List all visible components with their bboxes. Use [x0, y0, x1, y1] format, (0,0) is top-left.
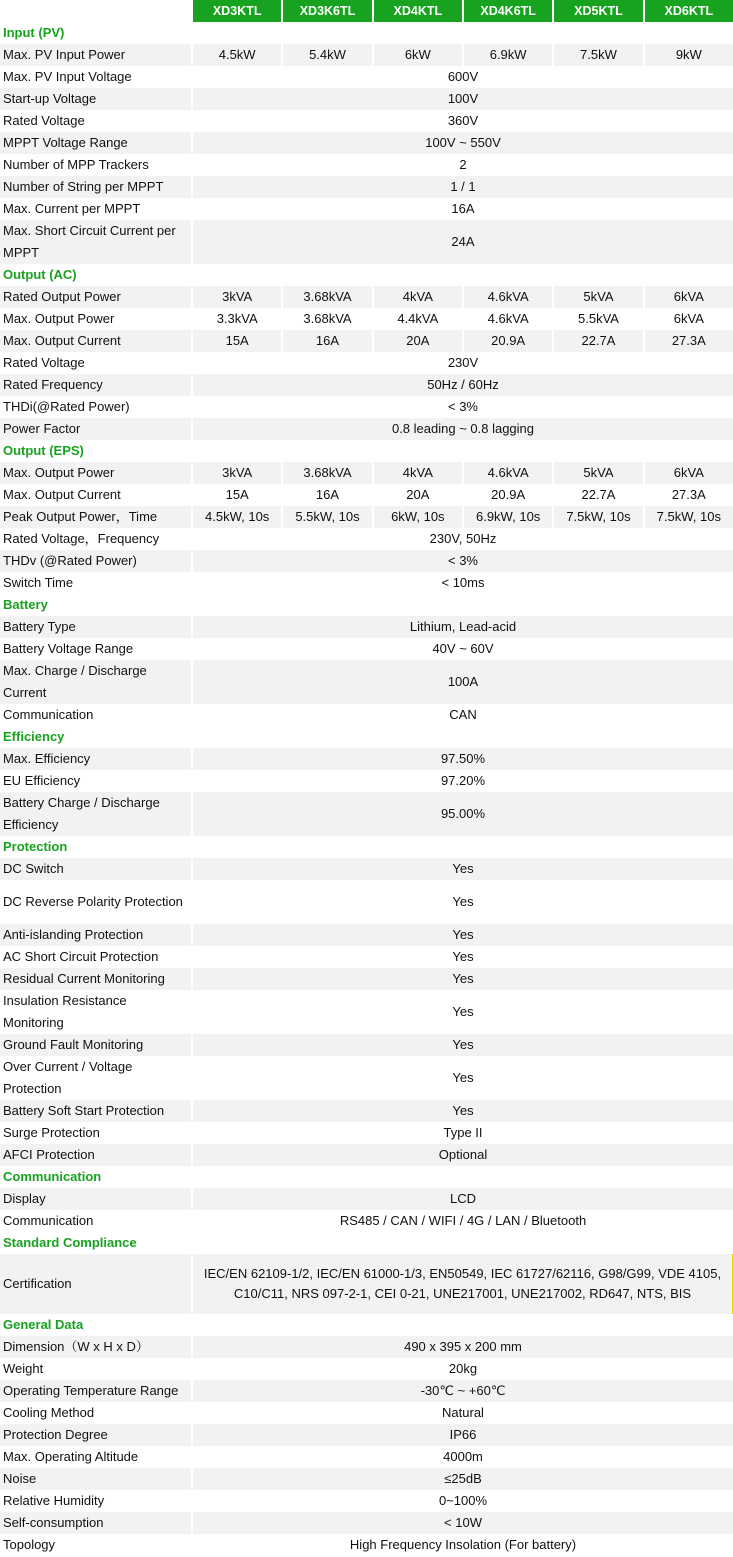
spec-row — [0, 1468, 733, 1490]
section-title: Protection — [0, 836, 733, 858]
spec-row — [0, 1188, 733, 1210]
spec-value: 3kVA — [191, 462, 281, 484]
spec-value: 5.4kW — [281, 44, 371, 66]
spec-value: 4.4kVA — [372, 308, 462, 330]
model-header: XD5KTL — [552, 0, 642, 22]
section-title: Input (PV) — [0, 22, 733, 44]
spec-value: 4000m — [191, 1446, 733, 1468]
model-header: XD4K6TL — [462, 0, 552, 22]
spec-label: DC Switch — [0, 858, 191, 880]
spec-value: < 3% — [191, 550, 733, 572]
spec-value: IEC/EN 62109-1/2, IEC/EN 61000-1/3, EN50549, IEC 61727/62116, G98/G99, VDE 4105, C10/C11, NRS 097-2-1, CEI 0-21, UNE217001, UNE217002, RD647, NTS, BIS — [191, 1254, 733, 1314]
spec-row — [0, 1210, 733, 1232]
spec-row — [0, 352, 733, 374]
spec-value: Lithium, Lead-acid — [191, 616, 733, 638]
spec-value: 16A — [191, 198, 733, 220]
section-header-row — [0, 440, 733, 462]
spec-label: Rated Voltage — [0, 110, 191, 132]
spec-label: Max. Efficiency — [0, 748, 191, 770]
spec-value: 40V ~ 60V — [191, 638, 733, 660]
spec-row — [0, 704, 733, 726]
spec-value: 4.6kVA — [462, 462, 552, 484]
spec-value: 100V ~ 550V — [191, 132, 733, 154]
spec-label: Start-up Voltage — [0, 88, 191, 110]
spec-value: Optional — [191, 1144, 733, 1166]
spec-row — [0, 286, 733, 308]
spec-value: Yes — [191, 990, 733, 1034]
spec-value: Natural — [191, 1402, 733, 1424]
spec-label: Rated Voltage — [0, 352, 191, 374]
spec-value: 20.9A — [462, 484, 552, 506]
spec-row — [0, 198, 733, 220]
spec-value: 3kVA — [191, 286, 281, 308]
spec-label: Topology — [0, 1534, 191, 1556]
spec-value: 97.20% — [191, 770, 733, 792]
spec-value: 15A — [191, 330, 281, 352]
model-header: XD4KTL — [372, 0, 462, 22]
section-title: Efficiency — [0, 726, 733, 748]
spec-row — [0, 506, 733, 528]
model-header: XD6KTL — [643, 0, 733, 22]
spec-label: Peak Output Power，Time — [0, 506, 191, 528]
spec-value: Yes — [191, 1100, 733, 1122]
spec-value: 22.7A — [552, 484, 642, 506]
spec-value: 20A — [372, 484, 462, 506]
spec-label: Battery Voltage Range — [0, 638, 191, 660]
spec-value: Yes — [191, 924, 733, 946]
spec-label: Certification — [0, 1254, 191, 1314]
spec-value: 7.5kW — [552, 44, 642, 66]
spec-row — [0, 1380, 733, 1402]
spec-value: 15A — [191, 484, 281, 506]
spec-row — [0, 968, 733, 990]
section-header-row — [0, 594, 733, 616]
spec-row — [0, 924, 733, 946]
spec-value: 3.68kVA — [281, 308, 371, 330]
spec-value: Yes — [191, 946, 733, 968]
spec-value: 4.6kVA — [462, 286, 552, 308]
spec-row — [0, 1424, 733, 1446]
spec-row — [0, 770, 733, 792]
spec-value: 6kVA — [643, 308, 733, 330]
spec-label: Dimension（W x H x D） — [0, 1336, 191, 1358]
spec-row — [0, 418, 733, 440]
spec-value: Type II — [191, 1122, 733, 1144]
spec-label: Rated Voltage，Frequency — [0, 528, 191, 550]
spec-label: Max. Charge / Discharge Current — [0, 660, 191, 704]
spec-label: Surge Protection — [0, 1122, 191, 1144]
spec-label: Max. Output Current — [0, 484, 191, 506]
section-title: Output (EPS) — [0, 440, 733, 462]
section-title: Output (AC) — [0, 264, 733, 286]
spec-value: Yes — [191, 968, 733, 990]
spec-value: 4.6kVA — [462, 308, 552, 330]
spec-label: Max. PV Input Power — [0, 44, 191, 66]
spec-value: 5kVA — [552, 286, 642, 308]
spec-row — [0, 1358, 733, 1380]
spec-row — [0, 1402, 733, 1424]
spec-value: < 3% — [191, 396, 733, 418]
spec-value: 3.3kVA — [191, 308, 281, 330]
spec-value: 24A — [191, 220, 733, 264]
spec-label: AFCI Protection — [0, 1144, 191, 1166]
spec-row — [0, 220, 733, 264]
spec-value: 2 — [191, 154, 733, 176]
spec-label: Residual Current Monitoring — [0, 968, 191, 990]
spec-body — [0, 22, 733, 1556]
spec-row — [0, 484, 733, 506]
model-header-row — [0, 0, 733, 22]
spec-label: Ground Fault Monitoring — [0, 1034, 191, 1056]
spec-value: 27.3A — [643, 330, 733, 352]
spec-label: Rated Frequency — [0, 374, 191, 396]
section-header-row — [0, 1314, 733, 1336]
spec-label: Noise — [0, 1468, 191, 1490]
spec-value: 0.8 leading ~ 0.8 lagging — [191, 418, 733, 440]
spec-label: Battery Soft Start Protection — [0, 1100, 191, 1122]
spec-value: 230V — [191, 352, 733, 374]
spec-label: THDi(@Rated Power) — [0, 396, 191, 418]
spec-row — [0, 132, 733, 154]
spec-value: 6kVA — [643, 462, 733, 484]
spec-value: RS485 / CAN / WIFI / 4G / LAN / Bluetooth — [191, 1210, 733, 1232]
spec-row — [0, 66, 733, 88]
section-header-row — [0, 1232, 733, 1254]
spec-row — [0, 176, 733, 198]
spec-value: 4kVA — [372, 286, 462, 308]
spec-label: Relative Humidity — [0, 1490, 191, 1512]
spec-value: Yes — [191, 880, 733, 924]
spec-value: 20A — [372, 330, 462, 352]
spec-label: Number of String per MPPT — [0, 176, 191, 198]
spec-label: Operating Temperature Range — [0, 1380, 191, 1402]
spec-value: 7.5kW, 10s — [643, 506, 733, 528]
spec-row — [0, 154, 733, 176]
spec-row — [0, 88, 733, 110]
spec-label: Self-consumption — [0, 1512, 191, 1534]
model-header: XD3KTL — [191, 0, 281, 22]
spec-value: 6.9kW, 10s — [462, 506, 552, 528]
section-header-row — [0, 22, 733, 44]
spec-value: 1 / 1 — [191, 176, 733, 198]
section-title: Battery — [0, 594, 733, 616]
spec-value: CAN — [191, 704, 733, 726]
spec-value: 16A — [281, 484, 371, 506]
spec-value: 6.9kW — [462, 44, 552, 66]
spec-label: MPPT Voltage Range — [0, 132, 191, 154]
section-title: Standard Compliance — [0, 1232, 733, 1254]
spec-value: 360V — [191, 110, 733, 132]
spec-label: Max. Output Power — [0, 308, 191, 330]
spec-label: DC Reverse Polarity Protection — [0, 880, 191, 924]
spec-row — [0, 1100, 733, 1122]
spec-label: Number of MPP Trackers — [0, 154, 191, 176]
spec-label: Communication — [0, 1210, 191, 1232]
spec-row — [0, 946, 733, 968]
spec-row — [0, 1144, 733, 1166]
spec-row — [0, 638, 733, 660]
spec-label: Protection Degree — [0, 1424, 191, 1446]
spec-value: 6kVA — [643, 286, 733, 308]
spec-label: Max. Output Current — [0, 330, 191, 352]
section-header-row — [0, 264, 733, 286]
spec-row — [0, 858, 733, 880]
spec-value: 4.5kW — [191, 44, 281, 66]
spec-value: 3.68kVA — [281, 462, 371, 484]
spec-row — [0, 1512, 733, 1534]
spec-row — [0, 880, 733, 924]
spec-value: 7.5kW, 10s — [552, 506, 642, 528]
spec-row — [0, 1056, 733, 1100]
spec-value: 4kVA — [372, 462, 462, 484]
spec-row — [0, 748, 733, 770]
spec-value: 490 x 395 x 200 mm — [191, 1336, 733, 1358]
spec-row — [0, 1122, 733, 1144]
spec-value: IP66 — [191, 1424, 733, 1446]
spec-value: 27.3A — [643, 484, 733, 506]
spec-label: Cooling Method — [0, 1402, 191, 1424]
section-title: General Data — [0, 1314, 733, 1336]
spec-value: 100A — [191, 660, 733, 704]
spec-row — [0, 1534, 733, 1556]
spec-row — [0, 1446, 733, 1468]
spec-row — [0, 1490, 733, 1512]
spec-row — [0, 572, 733, 594]
spec-value: 20kg — [191, 1358, 733, 1380]
spec-row — [0, 1254, 733, 1314]
section-title: Communication — [0, 1166, 733, 1188]
section-header-row — [0, 836, 733, 858]
spec-row — [0, 792, 733, 836]
spec-label: Switch Time — [0, 572, 191, 594]
spec-row — [0, 616, 733, 638]
spec-label: Communication — [0, 704, 191, 726]
spec-value: 6kW — [372, 44, 462, 66]
spec-value: High Frequency Insolation (For battery) — [191, 1534, 733, 1556]
spec-value: LCD — [191, 1188, 733, 1210]
spec-value: 0~100% — [191, 1490, 733, 1512]
spec-label: Rated Output Power — [0, 286, 191, 308]
spec-value: 95.00% — [191, 792, 733, 836]
spec-value: < 10W — [191, 1512, 733, 1534]
spec-row — [0, 550, 733, 572]
spec-label: Max. PV Input Voltage — [0, 66, 191, 88]
spec-row — [0, 396, 733, 418]
spec-value: Yes — [191, 1034, 733, 1056]
spec-row — [0, 330, 733, 352]
section-header-row — [0, 1166, 733, 1188]
spec-row — [0, 374, 733, 396]
spec-value: 4.5kW, 10s — [191, 506, 281, 528]
spec-value: ≤25dB — [191, 1468, 733, 1490]
spec-value: 230V, 50Hz — [191, 528, 733, 550]
spec-label: THDv (@Rated Power) — [0, 550, 191, 572]
spec-value: -30℃ ~ +60℃ — [191, 1380, 733, 1402]
spec-value: 100V — [191, 88, 733, 110]
spec-label: Power Factor — [0, 418, 191, 440]
spec-value: 50Hz / 60Hz — [191, 374, 733, 396]
spec-row — [0, 44, 733, 66]
model-header: XD3K6TL — [281, 0, 371, 22]
spec-row — [0, 528, 733, 550]
spec-row — [0, 660, 733, 704]
spec-label: Weight — [0, 1358, 191, 1380]
spec-row — [0, 990, 733, 1034]
spec-value: 16A — [281, 330, 371, 352]
spec-value: 5.5kW, 10s — [281, 506, 371, 528]
spec-label: EU Efficiency — [0, 770, 191, 792]
header-corner — [0, 0, 191, 22]
spec-label: Max. Operating Altitude — [0, 1446, 191, 1468]
spec-value: 9kW — [643, 44, 733, 66]
spec-value: Yes — [191, 858, 733, 880]
spec-value: 5kVA — [552, 462, 642, 484]
spec-row — [0, 1034, 733, 1056]
spec-label: Display — [0, 1188, 191, 1210]
spec-label: Battery Type — [0, 616, 191, 638]
spec-value: 5.5kVA — [552, 308, 642, 330]
spec-value: 6kW, 10s — [372, 506, 462, 528]
spec-label: Battery Charge / Discharge Efficiency — [0, 792, 191, 836]
section-header-row — [0, 726, 733, 748]
spec-label: AC Short Circuit Protection — [0, 946, 191, 968]
spec-label: Anti-islanding Protection — [0, 924, 191, 946]
spec-value: 22.7A — [552, 330, 642, 352]
spec-label: Max. Current per MPPT — [0, 198, 191, 220]
spec-label: Over Current / Voltage Protection — [0, 1056, 191, 1100]
spec-label: Max. Output Power — [0, 462, 191, 484]
spec-value: < 10ms — [191, 572, 733, 594]
spec-label: Insulation Resistance Monitoring — [0, 990, 191, 1034]
spec-value: 20.9A — [462, 330, 552, 352]
spec-value: 600V — [191, 66, 733, 88]
spec-row — [0, 308, 733, 330]
spec-label: Max. Short Circuit Current per MPPT — [0, 220, 191, 264]
spec-value: 3.68kVA — [281, 286, 371, 308]
spec-value: 97.50% — [191, 748, 733, 770]
spec-row — [0, 110, 733, 132]
spec-row — [0, 462, 733, 484]
spec-value: Yes — [191, 1056, 733, 1100]
spec-row — [0, 1336, 733, 1358]
